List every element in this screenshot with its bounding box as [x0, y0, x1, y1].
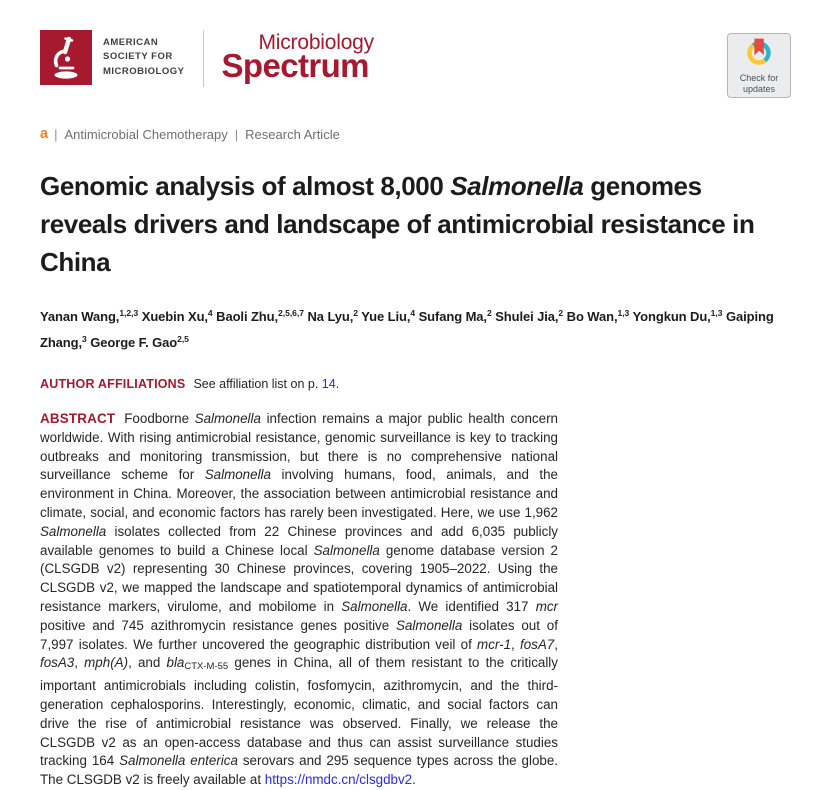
journal-name-top: Microbiology: [258, 31, 374, 54]
asm-logo-square: [40, 30, 92, 85]
asm-logo: [40, 30, 184, 85]
abstract-label: ABSTRACT: [40, 411, 116, 426]
journal-name-bottom: Spectrum: [221, 47, 369, 84]
section-label: Antimicrobial Chemotherapy: [64, 127, 228, 142]
crossmark-bookmark: [754, 39, 763, 56]
author-list: Yanan Wang,$^{1,2,3}$ Xuebin Xu,$^4$ Baoli Zhu,$^{2,5,6,7}$ Na Lyu,$^2$ Yue Liu,$^4$ Sufang Ma,$^2$ Shulei Jia,$^2$ Bo Wan,$^{1,3}$ Yongkun Du,$^{1,3}$ Gaiping Zhang,$^3$ George F. Gao$^{2,5}$: [40, 308, 774, 350]
check-for-updates-button[interactable]: [727, 33, 791, 98]
asm-text-line: SOCIETY FOR: [103, 51, 173, 63]
article-meta-line: [40, 127, 791, 142]
masthead-divider: [203, 30, 204, 87]
microscope-base: [55, 71, 78, 78]
meta-separator: |: [54, 127, 58, 142]
affiliations-suffix: .: [335, 377, 340, 391]
journal-masthead: [40, 30, 791, 98]
article-title: Genomic analysis of almost 8,000 Salmonella genomes reveals drivers and landscape of antimicrobial resistance in China: [40, 171, 755, 277]
asm-logo-text: [103, 36, 184, 79]
affiliations-page-link[interactable]: 14: [321, 377, 336, 391]
affiliations-text: See affiliation list on p.: [193, 377, 322, 391]
affiliations-line: [40, 377, 791, 391]
open-access-icon: a: [40, 126, 49, 143]
asm-text-line: AMERICAN: [103, 37, 159, 49]
crossmark-icon: [741, 36, 777, 72]
check-updates-label: Check for updates: [739, 73, 779, 94]
journal-wordmark: [221, 30, 374, 84]
meta-separator: |: [234, 127, 239, 142]
article-type-label: Research Article: [245, 127, 340, 142]
abstract-body: Foodborne Salmonella infection remains a major public health concern worldwide. With rising antimicrobial resistance, genomic surveillance is key to tracking outbreaks and monitoring transmission, but there is no comprehensive national surveillance scheme for Salmonella involving humans, food, animals, and the environment in China. Moreover, the association between antimicrobial resistance and climate, social, and economic factors has rarely been investigated. Here, we use 1,962 Salmonella isolates collected from 22 Chinese provinces and add 6,035 publicly available genomes to build a Chinese local Salmonella genome database version 2 (CLSGDB v2) representing 30 Chinese provinces, covering 1905–2022. Using the CLSGDB v2, we mapped the landscape and spatiotemporal dynamics of antimicrobial resistance markers, virulome, and mobilome in Salmonella. We identified 317 mcr positive and 745 azithromycin resistance genes positive Salmonella isolates out of 7,997 isolates. We further uncovered the geographic distribution veil of mcr-1, fosA7, fosA3, mph(A), and bla$_{CTX-M-55}$ genes in China, all of them resistant to the critically important antimicrobials including colistin, fosfomycin, azithromycin, and the third-generation cephalosporins. Interestingly, economic, climatic, and social factors can drive the rise of antimicrobial resistance was observed. Finally, we release the CLSGDB v2 as an open-access database and thus can assist surveillance studies tracking 164 Salmonella enterica serovars and 295 sequence types across the globe. The CLSGDB v2 is freely available at https://nmdc.cn/clsgdbv2.: [40, 411, 559, 788]
affiliations-label: AUTHOR AFFILIATIONS: [40, 377, 186, 391]
microscope-lens: [65, 56, 70, 61]
asm-microscope-icon: [45, 35, 87, 81]
abstract-paragraph: [40, 410, 558, 790]
asm-text-line: MICROBIOLOGY: [103, 65, 185, 77]
external-link[interactable]: https://nmdc.cn/clsgdbv2: [264, 772, 413, 788]
